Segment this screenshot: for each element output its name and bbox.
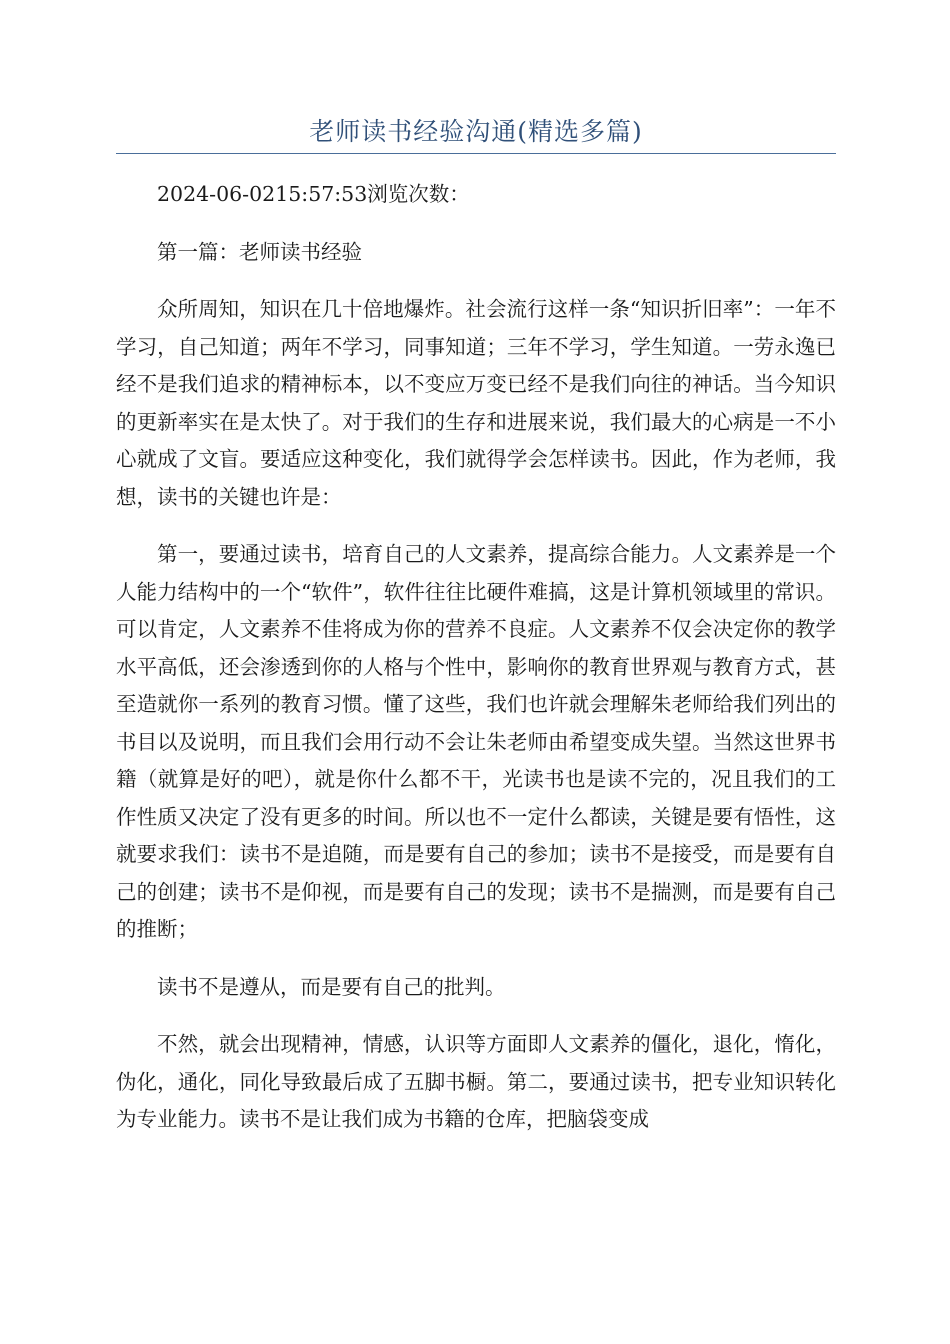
document-title: 老师读书经验沟通(精选多篇) [309, 117, 643, 146]
meta-line: 2024-06-0215:57:53浏览次数： [157, 182, 470, 206]
title-underline [116, 153, 836, 154]
paragraph-3: 读书不是遵从，而是要有自己的批判。 [157, 974, 506, 999]
document-body [116, 176, 836, 1159]
paragraph-1: 众所周知，知识在几十倍地爆炸。社会流行这样一条“知识折旧率”：一年不学习，自己知道；两年不学习，同事知道；三年不学习，学生知道。一劳永逸已经不是我们追求的精神标本，以不变应万变已经不是我们向往的神话。当今知识的更新率实在是太快了。对于我们的生存和进展来说，我们最大的心病是一不小心就成了文盲。要适应这种变化，我们就得学会怎样读书。因此，作为老师，我想，读书的关键也许是： [116, 297, 836, 509]
section-heading: 第一篇：老师读书经验 [157, 239, 362, 264]
paragraph-4: 不然，就会出现精神，情感，认识等方面即人文素养的僵化，退化，惰化，伪化，通化，同化导致最后成了五脚书橱。第二，要通过读书，把专业知识转化为专业能力。读书不是让我们成为书籍的仓库，把脑袋变成 [116, 1032, 836, 1131]
paragraph-2: 第一，要通过读书，培育自己的人文素养，提高综合能力。人文素养是一个人能力结构中的一个“软件”，软件往往比硬件难搞，这是计算机领域里的常识。可以肯定，人文素养不佳将成为你的营养不良症。人文素养不仅会决定你的教学水平高低，还会渗透到你的人格与个性中，影响你的教育世界观与教育方式，甚至造就你一系列的教育习惯。懂了这些，我们也许就会理解朱老师给我们列出的书目以及说明，而且我们会用行动不会让朱老师由希望变成失望。当然这世界书籍（就算是好的吧），就是你什么都不干，光读书也是读不完的，况且我们的工作性质又决定了没有更多的时间。所以也不一定什么都读，关键是要有悟性，这就要求我们：读书不是追随，而是要有自己的参加；读书不是接受，而是要有自己的创建；读书不是仰视，而是要有自己的发现；读书不是揣测，而是要有自己的推断； [116, 542, 836, 941]
